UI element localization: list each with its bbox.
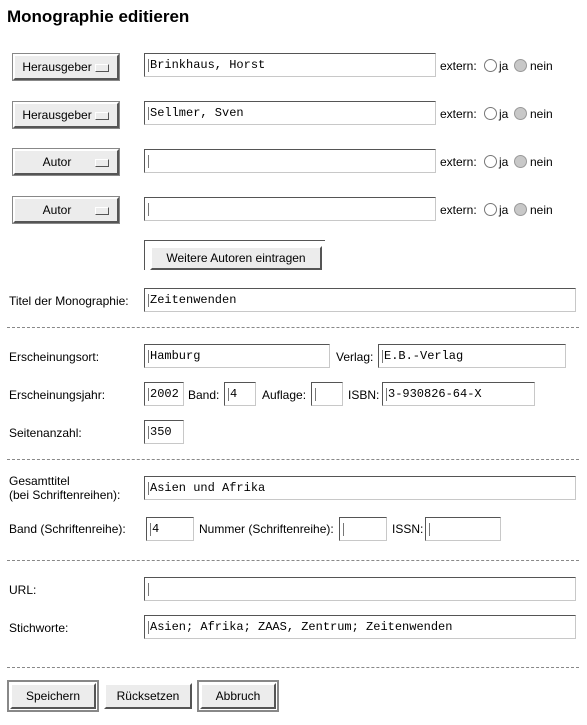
- url-label: URL:: [9, 583, 37, 597]
- extern-no-label: nein: [530, 155, 553, 169]
- extern-no-radio-1[interactable]: [514, 59, 527, 72]
- url-input[interactable]: [144, 577, 576, 601]
- save-button[interactable]: Speichern: [10, 683, 96, 709]
- extern-label: extern:: [440, 107, 477, 121]
- extern-no-label: nein: [530, 59, 553, 73]
- extern-yes-label: ja: [499, 59, 509, 73]
- section-divider: [7, 667, 579, 668]
- isbn-label: ISBN:: [348, 388, 380, 402]
- year-input[interactable]: 2002: [144, 382, 184, 406]
- series-number-input[interactable]: [339, 517, 387, 541]
- extern-no-radio-2[interactable]: [514, 107, 527, 120]
- extern-no-radio-3[interactable]: [514, 155, 527, 168]
- issn-input[interactable]: [425, 517, 501, 541]
- series-number-label: Nummer (Schriftenreihe):: [199, 522, 334, 536]
- extern-yes-radio-2[interactable]: [484, 107, 497, 120]
- author-name-input-1[interactable]: Brinkhaus, Horst: [144, 53, 436, 77]
- publisher-input[interactable]: E.B.-Verlag: [378, 344, 566, 368]
- extern-no-label: nein: [530, 203, 553, 217]
- role-select-label: Autor: [42, 155, 72, 169]
- extern-yes-label: ja: [499, 107, 509, 121]
- author-name-input-4[interactable]: [144, 197, 436, 221]
- place-input[interactable]: Hamburg: [144, 344, 330, 368]
- role-select-label: Herausgeber: [22, 108, 92, 122]
- place-label: Erscheinungsort:: [9, 350, 100, 364]
- extern-label: extern:: [440, 59, 477, 73]
- extern-yes-label: ja: [499, 203, 509, 217]
- more-authors-button[interactable]: Weitere Autoren eintragen: [150, 246, 322, 270]
- extern-label: extern:: [440, 203, 477, 217]
- extern-yes-radio-1[interactable]: [484, 59, 497, 72]
- extern-no-label: nein: [530, 107, 553, 121]
- series-volume-input[interactable]: 4: [146, 517, 194, 541]
- series-title-label-line2: (bei Schriftenreihen):: [9, 488, 121, 502]
- cancel-button[interactable]: Abbruch: [200, 683, 276, 709]
- role-select-1[interactable]: [13, 54, 119, 80]
- extern-label: extern:: [440, 155, 477, 169]
- keywords-label: Stichworte:: [9, 621, 69, 635]
- title-input[interactable]: Zeitenwenden: [144, 288, 576, 312]
- extern-yes-label: ja: [499, 155, 509, 169]
- volume-input[interactable]: 4: [224, 382, 256, 406]
- keywords-input[interactable]: Asien; Afrika; ZAAS, Zentrum; Zeitenwenden: [144, 615, 576, 639]
- section-divider: [7, 327, 579, 328]
- volume-label: Band:: [188, 388, 220, 402]
- section-divider: [7, 459, 579, 460]
- series-title-label-line1: Gesamttitel: [9, 474, 70, 488]
- title-label: Titel der Monographie:: [9, 294, 129, 308]
- role-select-label: Herausgeber: [22, 60, 92, 74]
- extern-no-radio-4[interactable]: [514, 203, 527, 216]
- pages-input[interactable]: 350: [144, 420, 184, 444]
- page-title: Monographie editieren: [7, 7, 190, 26]
- author-name-input-2[interactable]: Sellmer, Sven: [144, 101, 436, 125]
- role-select-3[interactable]: [13, 149, 119, 175]
- edition-input[interactable]: [311, 382, 343, 406]
- dropdown-indicator-icon: [95, 207, 109, 215]
- reset-button[interactable]: Rücksetzen: [104, 683, 192, 709]
- pages-label: Seitenanzahl:: [9, 426, 82, 440]
- role-select-2[interactable]: [13, 102, 119, 128]
- series-volume-label: Band (Schriftenreihe):: [9, 522, 126, 536]
- isbn-input[interactable]: 3-930826-64-X: [382, 382, 535, 406]
- year-label: Erscheinungsjahr:: [9, 388, 106, 402]
- section-divider: [7, 560, 579, 561]
- extern-yes-radio-3[interactable]: [484, 155, 497, 168]
- extern-yes-radio-4[interactable]: [484, 203, 497, 216]
- series-title-input[interactable]: Asien und Afrika: [144, 476, 576, 500]
- dropdown-indicator-icon: [95, 159, 109, 167]
- dropdown-indicator-icon: [95, 112, 109, 120]
- publisher-label: Verlag:: [336, 350, 374, 364]
- author-name-input-3[interactable]: [144, 149, 436, 173]
- dropdown-indicator-icon: [95, 64, 109, 72]
- edition-label: Auflage:: [262, 388, 307, 402]
- issn-label: ISSN:: [392, 522, 424, 536]
- role-select-4[interactable]: [13, 197, 119, 223]
- role-select-label: Autor: [42, 203, 72, 217]
